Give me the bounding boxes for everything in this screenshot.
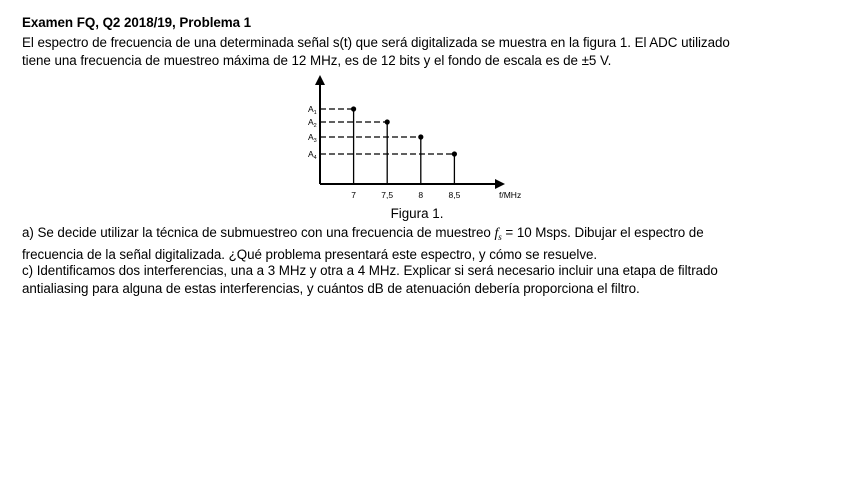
question-c-line-1: c) Identificamos dos interferencias, una a 3 MHz y otra a 4 MHz. Explicar si será necesario incluir una etapa de filtrado: [22, 263, 718, 278]
spectrum-plot: [300, 74, 540, 204]
spectrum-point-1: [351, 106, 356, 111]
question-a-text-start: a) Se decide utilizar la técnica de submuestreo con una frecuencia de muestreo: [22, 225, 495, 240]
question-a: [22, 224, 822, 264]
level-label-subscript-3: 3: [313, 138, 317, 144]
spectrum-point-3: [418, 134, 423, 139]
level-label-1: $A_1$: [308, 104, 317, 116]
x-tick-label-1: 7: [351, 190, 356, 200]
question-c-line-2: antialiasing para alguna de estas interferencias, y cuántos dB de atenuación debería proporciona el filtro.: [22, 281, 640, 296]
x-tick-label-2: 7,5: [381, 190, 394, 200]
level-label-4: $A_4$: [308, 149, 317, 161]
level-label-subscript-4: 4: [313, 155, 317, 161]
figure-caption: Figura 1.: [390, 206, 444, 221]
problem-statement-line-2: tiene una frecuencia de muestreo máxima de 12 MHz, es de 12 bits y el fondo de escala es de ±5 V.: [22, 53, 612, 68]
sampling-frequency-symbol: [494, 226, 501, 241]
question-a-text-end: = 10 Msps. Dibujar el espectro de: [501, 225, 704, 240]
question-a-line-2: frecuencia de la señal digitalizada. ¿Qué problema presentará este espectro, y cómo se resuelve.: [22, 247, 598, 262]
x-tick-label-3: 8: [418, 190, 424, 200]
x-tick-label-4: 8,5: [448, 190, 461, 200]
level-labels: [308, 104, 317, 161]
level-label-3: $A_3$: [308, 132, 317, 144]
spectrum-point-2: [385, 119, 390, 124]
x-axis-label: f/MHz: [499, 190, 522, 200]
sampling-frequency-subscript: s: [498, 232, 502, 242]
question-a-line-1: [22, 224, 822, 246]
problem-statement-line-1: El espectro de frecuencia de una determinada señal s(t) que será digitalizada se muestra en la figura 1. El ADC utilizado: [22, 35, 730, 50]
question-c: [22, 262, 822, 298]
level-label-subscript-1: 1: [313, 110, 317, 116]
exam-title: Examen FQ, Q2 2018/19, Problema 1: [22, 15, 252, 30]
spectrum-point-4: [452, 151, 457, 156]
spectrum-figure: [300, 74, 540, 204]
spectrum-stems: [351, 106, 457, 184]
problem-statement: [22, 34, 822, 70]
level-label-2: $A_2$: [308, 117, 317, 129]
level-label-subscript-2: 2: [313, 123, 317, 129]
tick-labels: [351, 190, 460, 200]
sampling-frequency-letter: f: [494, 226, 499, 241]
